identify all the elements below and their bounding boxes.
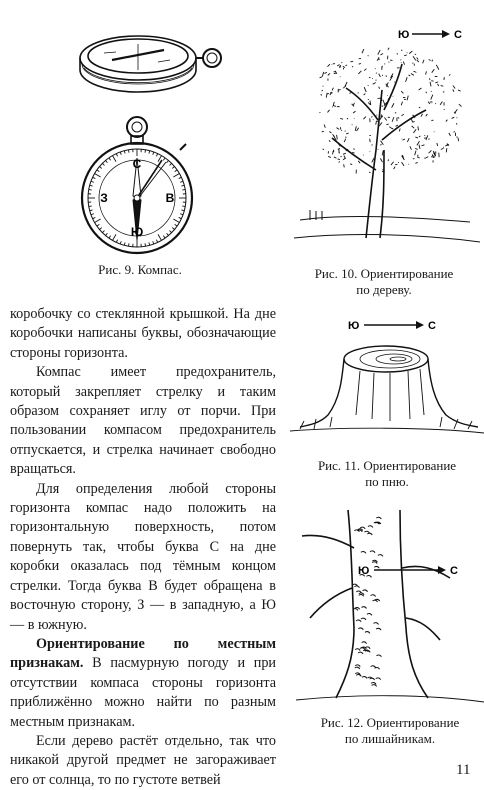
figure-12-caption xyxy=(296,715,484,747)
figure-12-caption-line2: по лишайникам. xyxy=(296,731,484,747)
figure-10-caption-line2: по дереву. xyxy=(286,282,482,298)
figure-10-caption-line1: Рис. 10. Ориентирование xyxy=(286,266,482,282)
figure-10-tree xyxy=(280,10,484,300)
figure-9-compass xyxy=(0,0,270,262)
body-text-column xyxy=(10,305,276,790)
stump-arrow-from: Ю xyxy=(348,320,359,332)
lichen-arrow-to: С xyxy=(450,565,458,577)
paragraph-2 xyxy=(10,363,276,479)
lichen-arrow-from: Ю xyxy=(358,565,369,577)
tree-illustration xyxy=(280,10,484,260)
paragraph-1: коробочку со стеклянной крышкой. На дне коробочки написаны буквы, обозначающие стороны горизонта. xyxy=(10,305,276,363)
figure-9-caption: Рис. 9. Компас. xyxy=(80,262,200,278)
paragraph-2-text: Компас имеет предохранитель, который закрепляет стрелку и таким образом сохраняет иглу от порчи. При пользовании компасом предохранитель отпускается, и стрелка начинает свободно вращаться. xyxy=(10,364,276,477)
compass-letter-west: З xyxy=(100,191,108,205)
compass-letter-south: Ю xyxy=(131,225,143,239)
paragraph-4 xyxy=(10,635,276,732)
figure-11-caption xyxy=(290,458,484,490)
tree-arrow-to: С xyxy=(454,29,462,41)
page-number: 11 xyxy=(456,762,470,779)
figure-12-caption-line1: Рис. 12. Ориентирование xyxy=(296,715,484,731)
figure-10-caption xyxy=(286,266,482,298)
paragraph-3 xyxy=(10,480,276,635)
compass-letter-north: С xyxy=(133,157,142,171)
paragraph-4-text: В пасмурную погоду и при отсутствии компаса стороны горизонта приближённо можно найти по разным местным признакам. xyxy=(10,655,276,729)
figure-11-caption-line1: Рис. 11. Ориентирование xyxy=(290,458,484,474)
figure-11-stump xyxy=(290,315,484,495)
paragraph-3-text: Для определения любой стороны горизонта компас надо положить на горизонтальную поверхность, потом повернуть так, чтобы буква С на дне коробки оказалась под тёмным концом стрелки. Тогда буква В будет обращена в восточную сторону, З — в западную, а Ю — в южную. xyxy=(10,481,276,633)
compass-letter-east: В xyxy=(166,191,175,205)
figure-11-caption-line2: по пню. xyxy=(290,474,484,490)
paragraph-5-text: Если дерево растёт отдельно, так что никакой другой предмет не загораживает его от солнца, то по густоте ветвей xyxy=(10,733,276,788)
lichen-tree-illustration xyxy=(296,508,484,708)
stump-illustration xyxy=(290,315,484,445)
paragraph-5 xyxy=(10,732,276,790)
figure-12-lichen xyxy=(296,508,484,756)
paragraph-4-heading: Ориентирование по местным признакам. xyxy=(10,636,276,671)
tree-arrow-from: Ю xyxy=(398,29,409,41)
stump-arrow-to: С xyxy=(428,320,436,332)
compass-box-illustration xyxy=(0,0,270,262)
